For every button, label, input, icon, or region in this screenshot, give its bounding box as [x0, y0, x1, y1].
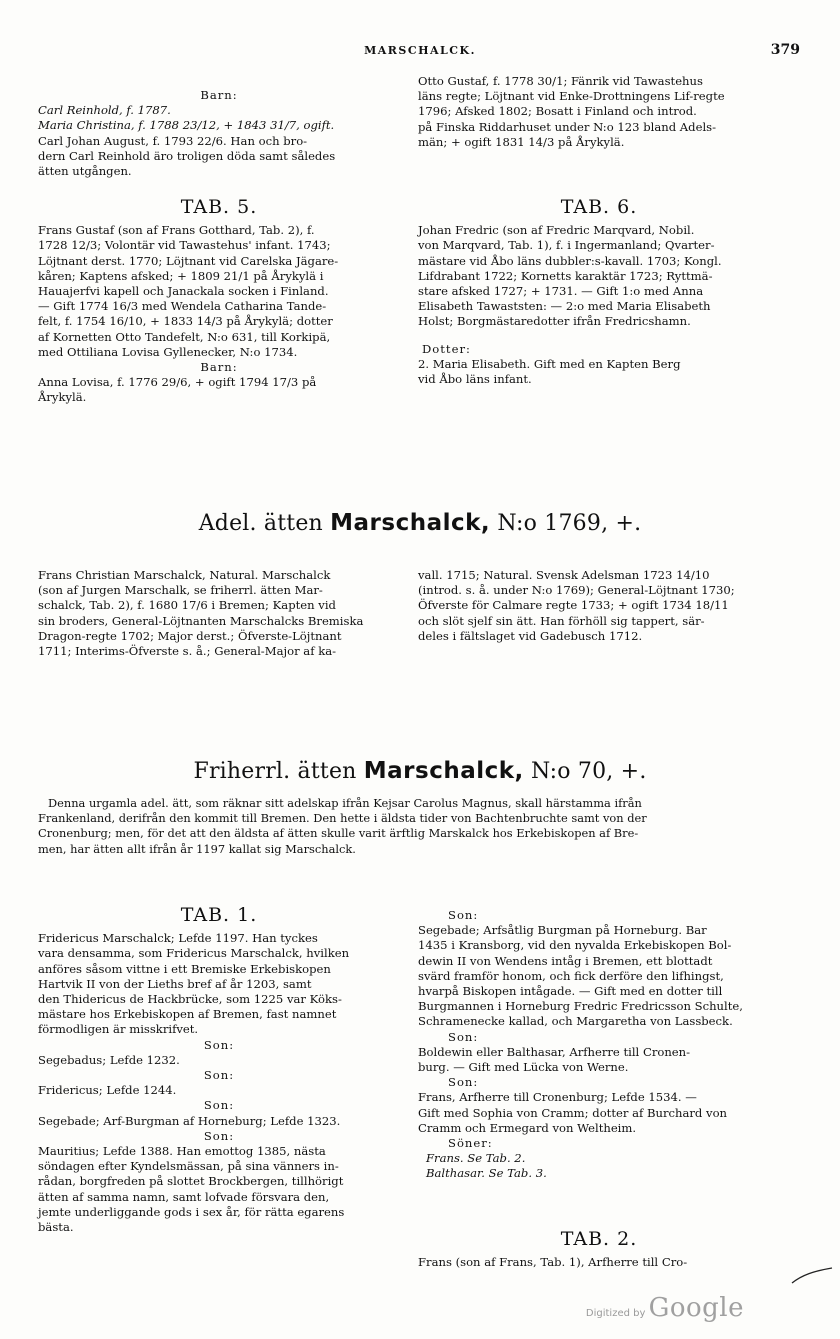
son-label: Son:: [203, 1037, 235, 1052]
text-line: läns regte; Löjtnant vid Enke-Drottningens Lif-regte: [418, 89, 725, 104]
text-line: Löjtnant derst. 1770; Löjtnant vid Carelska Jägare-: [38, 253, 339, 268]
text-line: dern Carl Reinhold äro troligen döda samt således: [38, 148, 336, 163]
text-line: vall. 1715; Natural. Svensk Adelsman 1723 14/10: [418, 568, 710, 582]
adel-left-block: [38, 568, 400, 659]
tab-heading: TAB. 5.: [180, 196, 258, 218]
tab5-section: [38, 180, 400, 406]
text-line: med Ottiliana Lovisa Gyllenecker, N:o 1734.: [38, 344, 298, 359]
barn-label: Barn:: [200, 360, 238, 375]
text-line: Hartvik II von der Lieths bref af år 1203, samt: [38, 976, 312, 991]
text-line: Carl Johan August, f. 1793 22/6. Han och bro-: [38, 133, 308, 148]
tab6-section: [418, 180, 780, 387]
text-line: Frans, Arfherre till Cronenburg; Lefde 1534. —: [418, 1090, 697, 1105]
text-line: felt, f. 1754 16/10, + 1833 14/3 på Årykylä; dotter: [38, 314, 333, 329]
text-line: anföres såsom vittne i ett Bremiske Erkebiskopen: [38, 961, 331, 976]
text-line: bästa.: [38, 1220, 74, 1235]
page-number: 379: [770, 42, 800, 58]
text-line: Gift med Sophia von Cramm; dotter af Burchard von: [418, 1105, 728, 1120]
text-line: 2. Maria Elisabeth. Gift med en Kapten Berg: [418, 356, 681, 371]
text-line: Otto Gustaf, f. 1778 30/1; Fänrik vid Tawastehus: [418, 74, 703, 88]
google-logo-text: Google: [648, 1293, 744, 1323]
text-line: Carl Reinhold, f. 1787.: [38, 103, 171, 118]
text-line: Schramenecke kallad, och Margaretha von Lassbeck.: [418, 1014, 733, 1029]
son-label: Son:: [203, 1068, 235, 1083]
text-line: Lifdrabant 1722; Kornetts karaktär 1723; Ryttmä-: [418, 268, 713, 283]
title-prefix: Friherrl. ätten: [193, 759, 357, 784]
text-line: Balthasar. Se Tab. 3.: [426, 1166, 547, 1181]
text-line: Elisabeth Tawaststen: — 2:o med Maria Elisabeth: [418, 299, 711, 314]
son-label: Son:: [448, 1029, 479, 1044]
tab-heading: TAB. 1.: [180, 904, 258, 926]
text-line: förmodligen är misskrifvet.: [38, 1022, 199, 1037]
text-line: Segebade; Arfsåtlig Burgman på Horneburg. Bar: [418, 923, 707, 938]
text-line: Maria Christina, f. 1788 23/12, + 1843 31/7, ogift.: [38, 118, 335, 133]
text-line: den Thidericus de Hackbrücke, som 1225 var Köks-: [38, 992, 342, 1007]
text-line: Johan Fredric (son af Fredric Marqvard, Nobil.: [418, 223, 695, 238]
text-line: deles i fältslaget vid Gadebusch 1712.: [418, 628, 643, 643]
tab-heading: TAB. 2.: [560, 1228, 638, 1250]
son-label: Son:: [203, 1128, 235, 1143]
text-line: Fridericus Marschalck; Lefde 1197. Han tyckes: [38, 931, 318, 946]
text-line: mästare vid Åbo läns dubbler:s-kavall. 1703; Kongl.: [418, 253, 722, 268]
title-suffix: N:o 70, +.: [530, 759, 647, 784]
text-line: burg. — Gift med Lücka von Werne.: [418, 1060, 629, 1075]
text-line: Segebadus; Lefde 1232.: [38, 1052, 180, 1067]
text-line: Frans (son af Frans, Tab. 1), Arfherre till Cro-: [418, 1255, 688, 1270]
text-line: Öfverste för Calmare regte 1733; + ogift 1734 18/11: [418, 598, 729, 613]
right-otto-block: [418, 74, 780, 150]
tab1-right-continuation: [418, 908, 780, 1182]
text-line: Frans Christian Marschalck, Natural. Marschalck: [38, 568, 331, 582]
tab-heading: TAB. 6.: [560, 196, 638, 218]
text-line: ätten utgången.: [38, 164, 132, 179]
text-line: men, har ätten allt ifrån år 1197 kallat sig Marschalck.: [38, 841, 356, 856]
text-line: söndagen efter Kyndelsmässan, på sina vänners in-: [38, 1159, 339, 1174]
text-line: Burgmannen i Horneburg Fredric Fredricsson Schulte,: [418, 999, 743, 1014]
text-line: män; + ogift 1831 14/3 på Årykylä.: [418, 134, 625, 149]
text-line: Mauritius; Lefde 1388. Han emottog 1385, nästa: [38, 1144, 326, 1159]
text-line: 1711; Interims-Öfverste s. å.; General-Major af ka-: [38, 644, 337, 659]
text-line: 1435 i Kransborg, vid den nyvalda Erkebiskopen Bol-: [418, 938, 732, 953]
tab1-section: [38, 888, 400, 1235]
text-line: Anna Lovisa, f. 1776 29/6, + ogift 1794 17/3 på: [38, 375, 317, 390]
left-barn-block: [38, 88, 400, 179]
text-line: (introd. s. å. under N:o 1769); General-Löjtnant 1730;: [418, 583, 735, 598]
title-suffix: N:o 1769, +.: [497, 511, 642, 536]
text-line: von Marqvard, Tab. 1), f. i Ingermanland; Qvarter-: [418, 238, 715, 253]
text-line: Hauajerfvi kapell och Janackala socken i Finland.: [38, 284, 329, 299]
text-line: Segebade; Arf-Burgman af Horneburg; Lefde 1323.: [38, 1113, 341, 1128]
text-line: ätten af samma namn, samt lofvade försvara den,: [38, 1189, 330, 1204]
digitized-watermark: [586, 1293, 744, 1323]
friherrl-intro: [38, 796, 780, 857]
text-line: (son af Jurgen Marschalk, se friherrl. ätten Mar-: [38, 583, 323, 598]
digitized-text: Digitized by: [585, 1308, 646, 1319]
text-line: på Finska Riddarhuset under N:o 123 bland Adels-: [418, 119, 717, 134]
page-header: [40, 44, 800, 64]
text-line: Cramm och Ermegard von Weltheim.: [418, 1120, 637, 1135]
text-line: Holst; Borgmästaredotter ifrån Fredricshamn.: [418, 314, 691, 329]
text-line: hvarpå Biskopen intågade. — Gift med en dotter till: [418, 984, 723, 999]
text-line: Fridericus; Lefde 1244.: [38, 1083, 177, 1098]
text-line: jemte underliggande gods i sex år, för rätta egarens: [38, 1204, 345, 1219]
title-name: Marschalck,: [330, 510, 491, 536]
text-line: Boldewin eller Balthasar, Arfherre till Cronen-: [418, 1044, 691, 1059]
text-line: 1728 12/3; Volontär vid Tawastehus' infant. 1743;: [38, 238, 331, 253]
text-line: Frankenland, derifrån den kommit till Bremen. Den hette i äldsta tider von Bachtenbruchte samt von der: [38, 811, 647, 826]
son-label: Son:: [203, 1098, 235, 1113]
son-label: Son:: [448, 1075, 479, 1090]
barn-label: Barn:: [200, 88, 238, 102]
tab2-section: [418, 1212, 780, 1270]
text-line: Årykylä.: [38, 390, 87, 405]
title-name: Marschalck,: [363, 758, 524, 784]
son-label: Son:: [448, 908, 479, 922]
text-line: dewin II von Wendens intåg i Bremen, ett blottadt: [418, 953, 713, 968]
text-line: 1796; Afsked 1802; Bosatt i Finland och introd.: [418, 104, 697, 119]
text-line: stare afsked 1727; + 1731. — Gift 1:o med Anna: [418, 284, 704, 299]
adel-family-title: [0, 510, 840, 536]
text-line: svärd framför honom, och fick derföre den lifhingst,: [418, 968, 724, 983]
text-line: Cronenburg; men, för det att den äldsta af ätten skulle varit ärftlig Marskalck hos Erkebiskopen af Bre-: [38, 826, 639, 841]
text-line: Frans Gustaf (son af Frans Gotthard, Tab. 2), f.: [38, 223, 315, 238]
text-line: vara densamma, som Fridericus Marschalck, hvilken: [38, 946, 350, 961]
dotter-label: Dotter:: [422, 341, 471, 356]
text-line: sin broders, General-Löjtnanten Marschalcks Bremiska: [38, 613, 364, 628]
pen-stroke-mark: [790, 1265, 834, 1285]
text-line: — Gift 1774 16/3 med Wendela Catharina Tande-: [38, 299, 327, 314]
running-title: MARSCHALCK.: [364, 44, 476, 57]
text-line: och slöt sjelf sin ätt. Han förhöll sig tappert, sär-: [418, 613, 705, 628]
text-line: rådan, borgfreden på slottet Brockbergen, tillhörigt: [38, 1174, 344, 1189]
text-line: schalck, Tab. 2), f. 1680 17/6 i Bremen; Kapten vid: [38, 598, 336, 613]
text-line: mästare hos Erkebiskopen af Bremen, fast namnet: [38, 1007, 337, 1022]
friherrl-family-title: [0, 758, 840, 784]
adel-right-block: [418, 568, 780, 644]
text-line: Dragon-regte 1702; Major derst.; Öfverste-Löjtnant: [38, 628, 342, 643]
text-line: kåren; Kaptens afsked; + 1809 21/1 på Årykylä i: [38, 268, 324, 283]
text-line: vid Åbo läns infant.: [418, 372, 532, 387]
text-line: Frans. Se Tab. 2.: [426, 1151, 526, 1166]
title-prefix: Adel. ätten: [198, 511, 323, 536]
soner-label: Söner:: [448, 1136, 493, 1151]
text-line: af Kornetten Otto Tandefelt, N:o 631, till Korkipä,: [38, 329, 331, 344]
text-line: Denna urgamla adel. ätt, som räknar sitt adelskap ifrån Kejsar Carolus Magnus, skall härstamma ifrån: [48, 796, 642, 810]
